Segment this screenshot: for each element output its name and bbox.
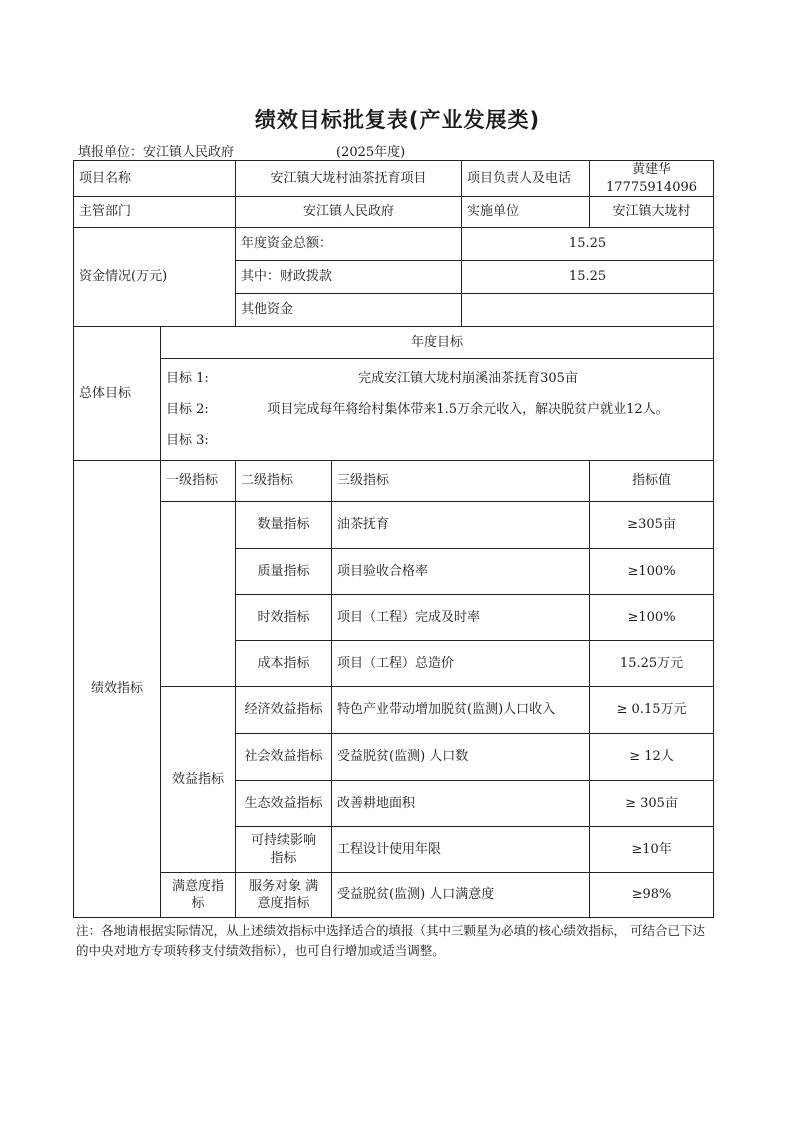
goal-1-label: 目标 1: [166,370,209,386]
benefit-l3: 受益脱贫(监测) 人口数 [332,734,590,781]
dept-value: 安江镇人民政府 [236,197,462,228]
satisfaction-l3: 受益脱贫(监测) 人口满意度 [332,873,590,918]
satisfaction-label: 满意度指标 [161,873,236,918]
report-year: (2025年度) [336,145,406,160]
funds-fiscal-value: 15.25 [462,261,714,294]
goals-label: 总体目标 [74,327,161,461]
goal-item [166,425,708,456]
benefit-label: 效益指标 [161,687,236,873]
table-row [74,687,714,734]
funds-other-label: 其他资金 [236,294,462,327]
output-l3: 项目（工程）完成及时率 [332,595,590,641]
satisfaction-l2: 服务对象 满意度指标 [236,873,332,918]
fill-unit: 填报单位：安江镇人民政府 [78,145,235,160]
header-value: 指标值 [590,461,714,502]
goal-1-text: 完成安江镇大垅村崩溪油茶抚育305亩 [358,370,578,386]
goals-list [161,359,714,461]
project-owner-label: 项目负责人及电话 [462,161,590,197]
perf-label: 绩效指标 [74,461,161,918]
output-l2: 质量指标 [236,549,332,595]
benefit-l2: 经济效益指标 [236,687,332,734]
row-project-name [74,161,714,197]
benefit-value: ≥ 305亩 [590,781,714,827]
output-value: ≥100% [590,549,714,595]
row-goals-body [74,359,714,461]
benefit-value: ≥10年 [590,827,714,873]
goal-item [166,394,708,425]
output-value: 15.25万元 [590,641,714,687]
table-row [74,873,714,918]
output-value: ≥100% [590,595,714,641]
header-level1: 一级指标 [161,461,236,502]
benefit-l3: 特色产业带动增加脱贫(监测)人口收入 [332,687,590,734]
row-perf-header [74,461,714,502]
row-goals-header [74,327,714,359]
project-name-label: 项目名称 [74,161,236,197]
project-owner-value: 黄建华17775914096 [590,161,714,197]
benefit-value: ≥ 12人 [590,734,714,781]
funds-other-value [462,294,714,327]
header-level3: 三级指标 [332,461,590,502]
output-l2: 成本指标 [236,641,332,687]
goals-header: 年度目标 [161,327,714,359]
funds-total-label: 年度资金总额： [236,228,462,261]
footnote: 注：各地请根据实际情况，从上述绩效指标中选择适合的填报（其中三颗星为必填的核心绩效指标， 可结合已下达的中央对地方专项转移支付绩效指标），也可自行增加或适当调整。 [76,923,705,958]
performance-table [73,160,714,918]
table-row [74,502,714,549]
goal-2-text: 项目完成每年将给村集体带来1.5万余元收入，解决脱贫户就业12人。 [267,401,669,417]
impl-value: 安江镇大垅村 [590,197,714,228]
output-l3: 项目验收合格率 [332,549,590,595]
funds-fiscal-label: 其中：财政拨款 [236,261,462,294]
row-funds-total [74,228,714,261]
project-name-value: 安江镇大垅村油茶抚育项目 [236,161,462,197]
benefit-l3: 改善耕地面积 [332,781,590,827]
satisfaction-value: ≥98% [590,873,714,918]
benefit-l2: 可持续影响指标 [236,827,332,873]
page-title: 绩效目标批复表(产业发展类) [254,108,541,132]
dept-label: 主管部门 [74,197,236,228]
output-l3: 油茶抚育 [332,502,590,549]
output-l3: 项目（工程）总造价 [332,641,590,687]
goal-3-label: 目标 3: [166,432,209,448]
benefit-l3: 工程设计使用年限 [332,827,590,873]
benefit-l2: 社会效益指标 [236,734,332,781]
output-l2: 数量指标 [236,502,332,549]
goal-item [166,363,708,394]
impl-label: 实施单位 [462,197,590,228]
row-department [74,197,714,228]
output-label [161,502,236,687]
header-level2: 二级指标 [236,461,332,502]
output-value: ≥305亩 [590,502,714,549]
benefit-l2: 生态效益指标 [236,781,332,827]
output-l2: 时效指标 [236,595,332,641]
benefit-value: ≥ 0.15万元 [590,687,714,734]
goal-2-label: 目标 2: [166,401,209,417]
funds-total-value: 15.25 [462,228,714,261]
funds-label: 资金情况(万元) [74,228,236,327]
